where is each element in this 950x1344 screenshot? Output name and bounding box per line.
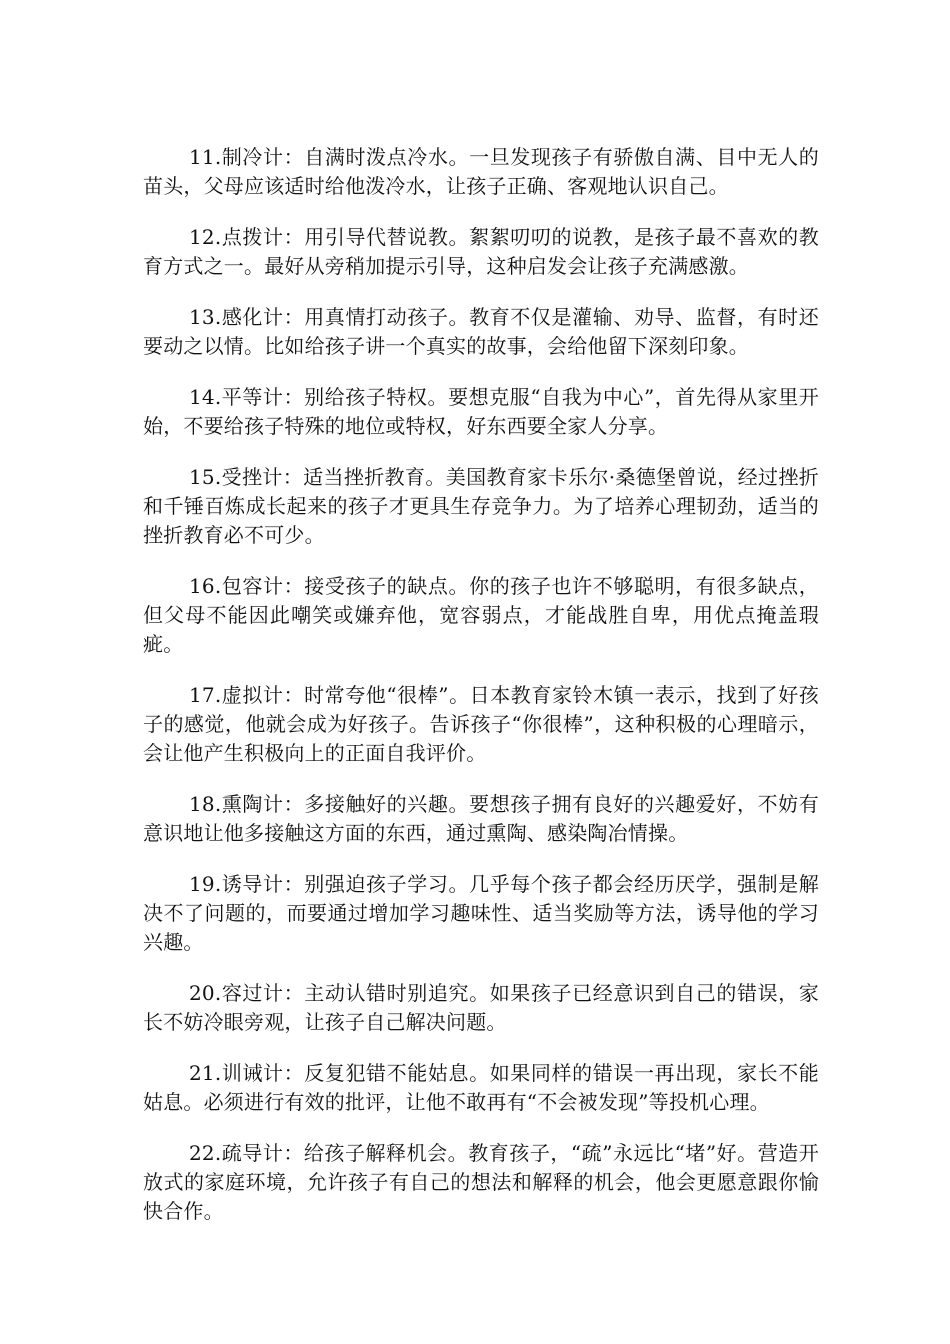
- paragraph-14: 14.平等计：别给孩子特权。要想克服“自我为中心”，首先得从家里开始，不要给孩子特殊的地位或特权，好东西要全家人分享。: [143, 385, 819, 438]
- paragraph-19: 19.诱导计：别强迫孩子学习。几乎每个孩子都会经历厌学，强制是解决不了问题的，而要通过增加学习趣味性、适当奖励等方法，诱导他的学习兴趣。: [143, 872, 819, 954]
- paragraph-15: 15.受挫计：适当挫折教育。美国教育家卡乐尔·桑德堡曾说，经过挫折和千锤百炼成长起来的孩子才更具生存竞争力。为了培养心理韧劲，适当的挫折教育必不可少。: [143, 465, 819, 547]
- paragraph-18: 18.熏陶计：多接触好的兴趣。要想孩子拥有良好的兴趣爱好，不妨有意识地让他多接触这方面的东西，通过熏陶、感染陶冶情操。: [143, 792, 819, 845]
- paragraph-21: 21.训诫计：反复犯错不能姑息。如果同样的错误一再出现，家长不能姑息。必须进行有效的批评，让他不敢再有“不会被发现”等投机心理。: [143, 1061, 819, 1114]
- paragraph-11: 11.制冷计：自满时泼点冷水。一旦发现孩子有骄傲自满、目中无人的苗头，父母应该适时给他泼冷水，让孩子正确、客观地认识自己。: [143, 145, 819, 198]
- paragraph-20: 20.容过计：主动认错时别追究。如果孩子已经意识到自己的错误，家长不妨冷眼旁观，让孩子自己解决问题。: [143, 981, 819, 1034]
- paragraph-17: 17.虚拟计：时常夸他“很棒”。日本教育家铃木镇一表示，找到了好孩子的感觉，他就会成为好孩子。告诉孩子“你很棒”，这种积极的心理暗示，会让他产生积极向上的正面自我评价。: [143, 683, 819, 765]
- paragraph-22: 22.疏导计：给孩子解释机会。教育孩子，“疏”永远比“堵”好。营造开放式的家庭环境，允许孩子有自己的想法和解释的机会，他会更愿意跟你愉快合作。: [143, 1141, 819, 1223]
- paragraph-16: 16.包容计：接受孩子的缺点。你的孩子也许不够聪明，有很多缺点，但父母不能因此嘲笑或嫌弃他，宽容弱点，才能战胜自卑，用优点掩盖瑕疵。: [143, 574, 819, 656]
- document-page: [143, 143, 819, 1248]
- paragraph-13: 13.感化计：用真情打动孩子。教育不仅是灌输、劝导、监督，有时还要动之以情。比如给孩子讲一个真实的故事，会给他留下深刻印象。: [143, 305, 819, 358]
- paragraph-12: 12.点拨计：用引导代替说教。絮絮叨叨的说教，是孩子最不喜欢的教育方式之一。最好从旁稍加提示引导，这种启发会让孩子充满感激。: [143, 225, 819, 278]
